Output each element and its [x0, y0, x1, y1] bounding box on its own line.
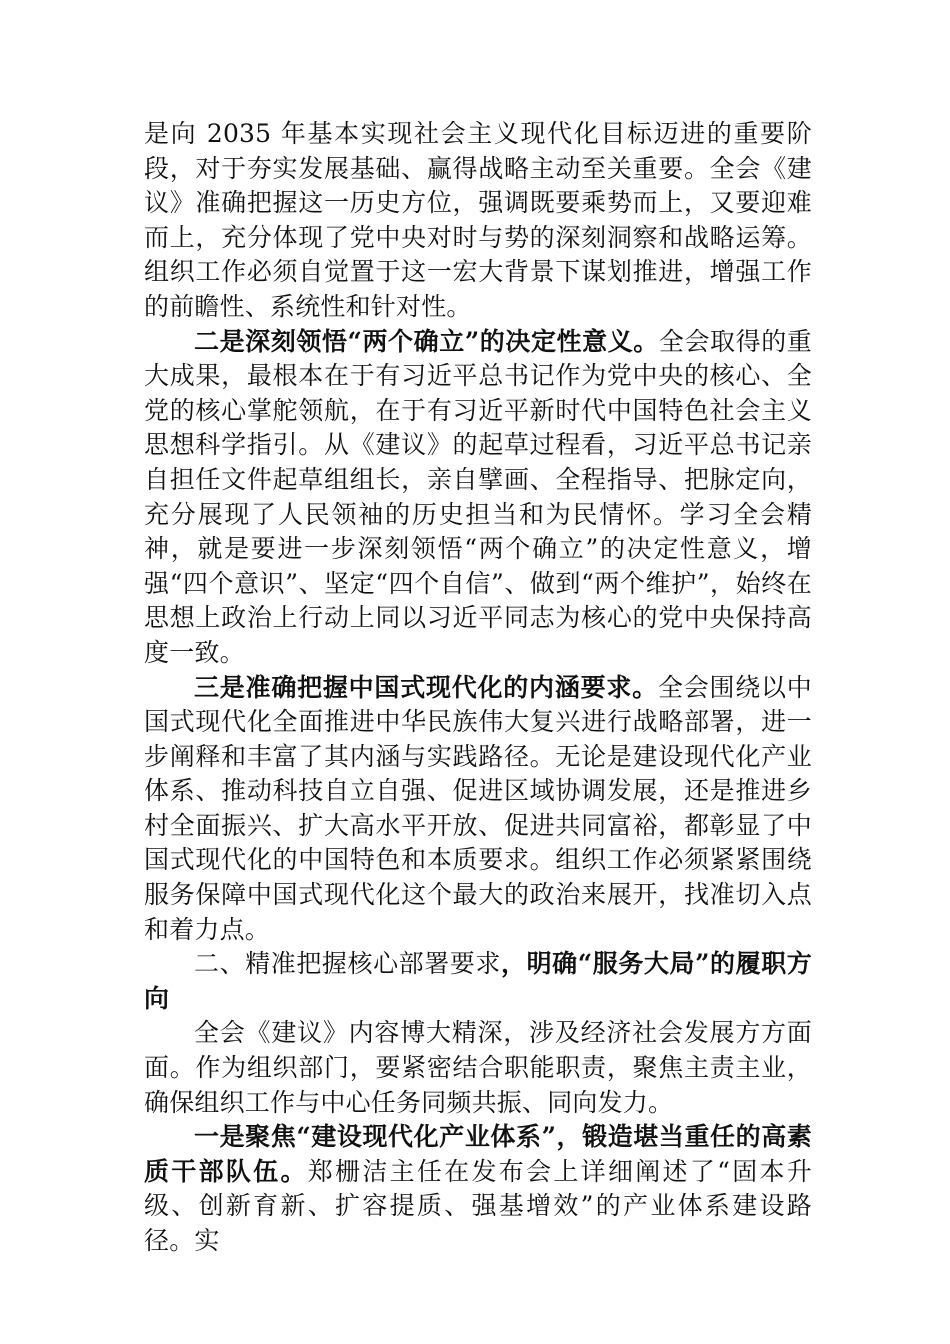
- paragraph-text: 郑栅洁主任在发布会上详细阐述了“固本升级、创新育新、扩容提质、强基增效”的产业体系建设路径。实: [144, 1156, 813, 1255]
- paragraph-text: 全会《建议》内容博大精深，涉及经济社会发展方方面面。作为组织部门，要紧密结合职能职责，聚焦主责主业，确保组织工作与中心任务同频共振、同向发力。: [144, 1018, 812, 1117]
- section-heading-prefix: 二、精准把握核心部署要求: [194, 949, 502, 979]
- paragraph-lead-bold: 二是深刻领悟“两个确立”的决定性意义。: [194, 326, 659, 356]
- paragraph-4: [144, 1016, 812, 1120]
- paragraph-lead-bold: 三是准确把握中国式现代化的内涵要求。: [194, 672, 658, 702]
- paragraph-2: [144, 325, 812, 671]
- document-body: [144, 117, 812, 1259]
- paragraph-5: [144, 1120, 812, 1258]
- paragraph-1: [144, 117, 812, 325]
- paragraph-text: 全会围绕以中国式现代化全面推进中华民族伟大复兴进行战略部署，进一步阐释和丰富了其内涵与实践路径。无论是建设现代化产业体系、推动科技自立自强、促进区域协调发展，还是推进乡村全面振兴、扩大高水平开放、促进共同富裕，都彰显了中国式现代化的中国特色和本质要求。组织工作必须紧紧围绕服务保障中国式现代化这个最大的政治来展开，找准切入点和着力点。: [144, 672, 813, 944]
- section-heading-rest: ，明确“服务大局”的履职方向: [144, 949, 812, 1013]
- paragraph-text: 全会取得的重大成果，最根本在于有习近平总书记作为党中央的核心、全党的核心掌舵领航，在于有习近平新时代中国特色社会主义思想科学指引。从《建议》的起草过程看，习近平总书记亲自担任文件起草组组长，亲自擘画、全程指导、把脉定向，充分展现了人民领袖的历史担当和为民情怀。学习全会精神，就是要进一步深刻领悟“两个确立”的决定性意义，增强“四个意识”、坚定“四个自信”、做到“两个维护”，始终在思想上政治上行动上同以习近平同志为核心的党中央保持高度一致。: [144, 326, 812, 667]
- paragraph-3: [144, 671, 812, 948]
- section-heading: [144, 947, 812, 1016]
- paragraph-lead-bold: 一是聚焦“建设现代化产业体系”，锻造堪当重任的高素质干部队伍。: [144, 1122, 812, 1186]
- paragraph-text: 是向 2035 年基本实现社会主义现代化目标迈进的重要阶段，对于夯实发展基础、赢得战略主动至关重要。全会《建议》准确把握这一历史方位，强调既要乘势而上，又要迎难而上，充分体现了党中央对时与势的深刻洞察和战略运筹。组织工作必须自觉置于这一宏大背景下谋划推进，增强工作的前瞻性、系统性和针对性。: [144, 119, 812, 321]
